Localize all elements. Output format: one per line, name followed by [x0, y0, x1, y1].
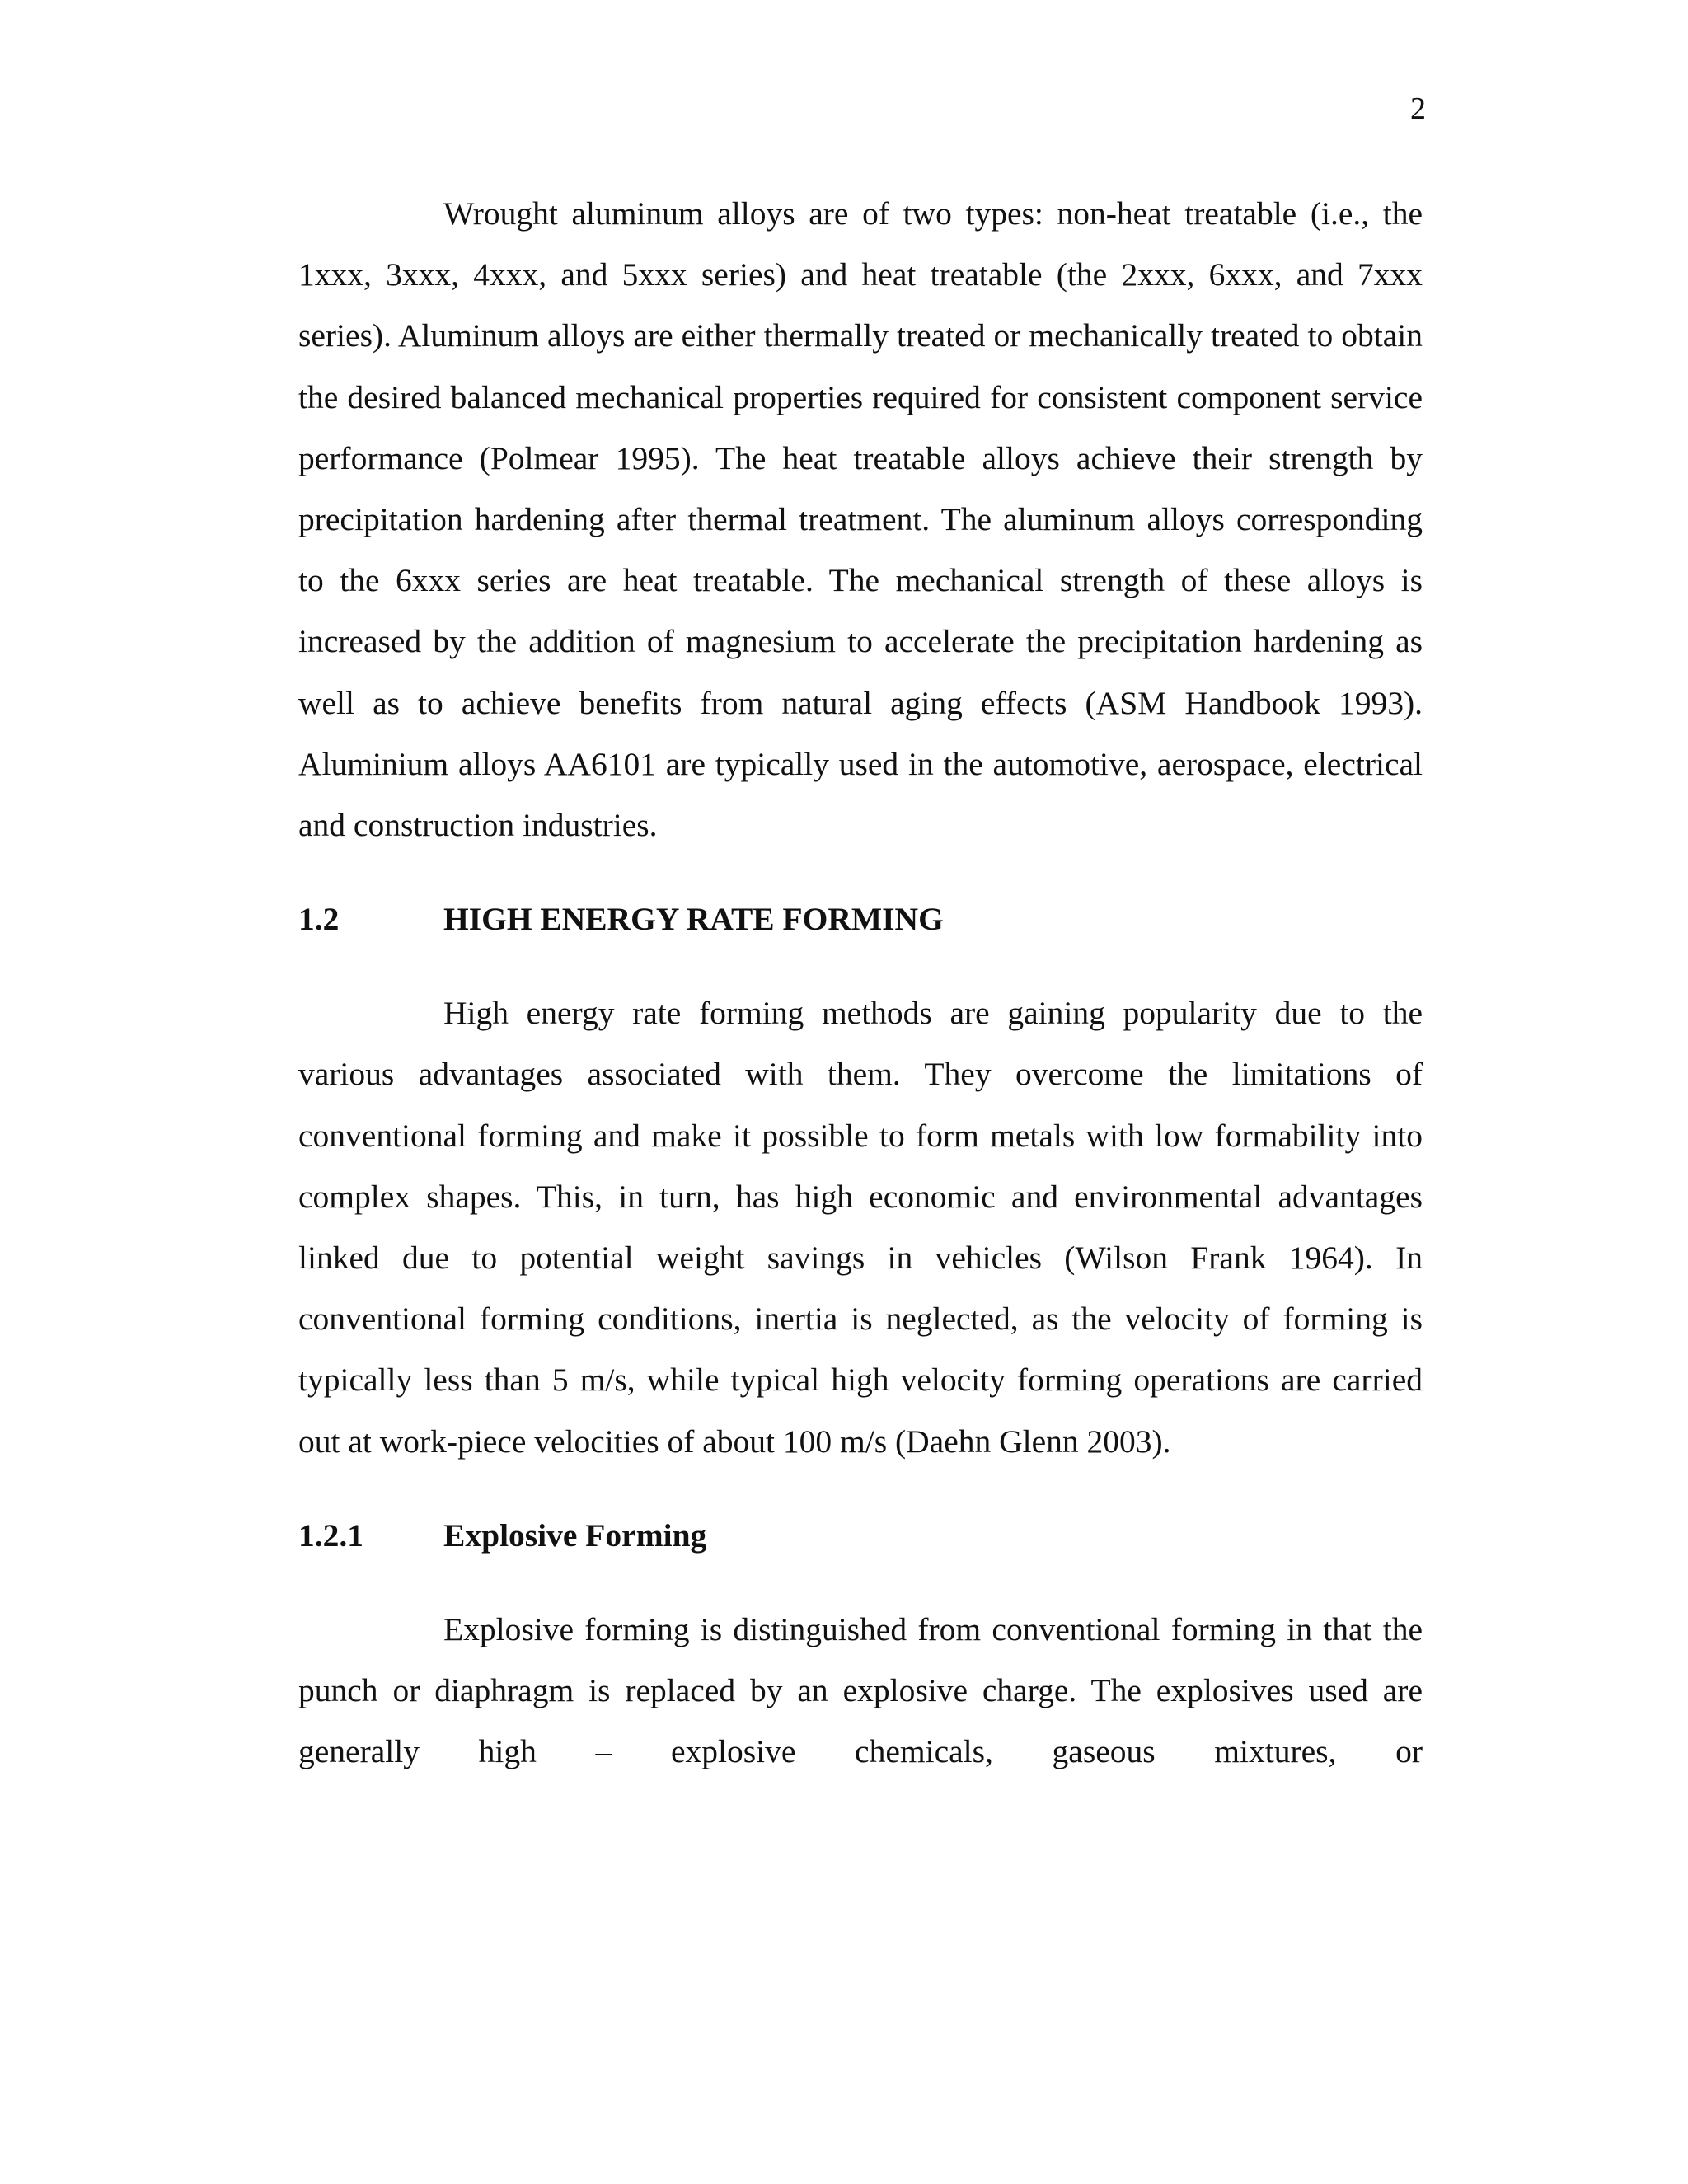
page-number: 2 [1410, 91, 1426, 126]
paragraph-high-energy-rate-forming: High energy rate forming methods are gaining popularity due to the various advantages associated with them. They overcome the limitations of conventional forming and make it possible to form metals with low formability into complex shapes. This, in turn, has high economic and environmental advantages linked due to potential weight savings in vehicles (Wilson Frank 1964). In conventional forming conditions, inertia is neglected, as the velocity of forming is typically less than 5 m/s, while typical high velocity forming operations are carried out at work-piece velocities of about 100 m/s (Daehn Glenn 2003). [298, 995, 1423, 1460]
subsection-number: 1.2.1 [298, 1516, 363, 1554]
document-body [298, 183, 1423, 1782]
paragraph-explosive-forming: Explosive forming is distinguished from conventional forming in that the punch or diaphragm is replaced by an explosive charge. The explosives used are generally high – explosive chemicals, gaseous mixtures, or [298, 1610, 1423, 1770]
section-title: HIGH ENERGY RATE FORMING [443, 901, 944, 938]
section-heading-1-2 [298, 898, 1423, 940]
section-number: 1.2 [298, 901, 340, 938]
paragraph-aluminum-alloys: Wrought aluminum alloys are of two types: non-heat treatable (i.e., the 1xxx, 3xxx, 4xxx, and 5xxx series) and heat treatable (the 2xxx, 6xxx, and 7xxx series). Aluminum alloys are either thermally treated or mechanically treated to obtain the desired balanced mechanical properties required for consistent component service performance (Polmear 1995). The heat treatable alloys achieve their strength by precipitation hardening after thermal treatment. The aluminum alloys corresponding to the 6xxx series are heat treatable. The mechanical strength of these alloys is increased by the addition of magnesium to accelerate the precipitation hardening as well as to achieve benefits from natural aging effects (ASM Handbook 1993). Aluminium alloys AA6101 are typically used in the automotive, aerospace, electrical and construction industries. [298, 195, 1423, 844]
section-heading-1-2-1 [298, 1515, 1423, 1556]
subsection-title: Explosive Forming [443, 1516, 707, 1554]
